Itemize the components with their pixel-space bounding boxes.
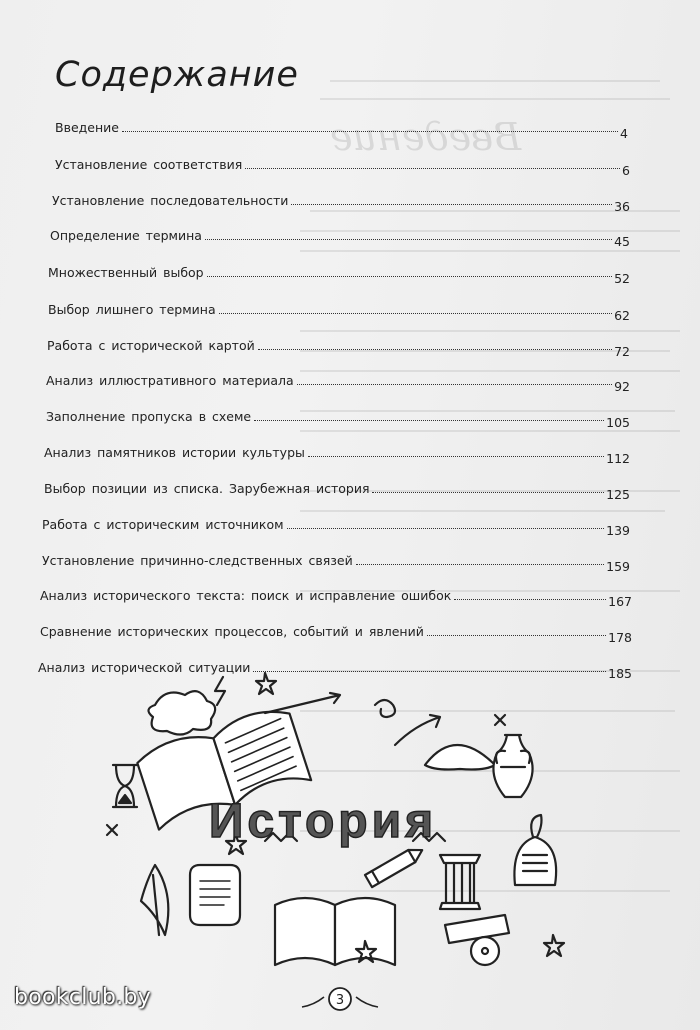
toc-entry-label: Установление причинно-следственных связей — [42, 553, 353, 568]
toc-entry — [42, 517, 630, 538]
knight-helmet-icon — [514, 815, 556, 885]
toc-leader-dots — [258, 349, 612, 350]
toc-entry-label: Заполнение пропуска в схеме — [46, 409, 252, 424]
illustration-title: История — [208, 795, 438, 848]
star-icon-4 — [544, 935, 564, 956]
hourglass-icon — [113, 765, 137, 807]
bicorne-hat-icon — [425, 745, 495, 770]
amphora-icon — [493, 735, 532, 797]
toc-entry-label: Работа с историческим источником — [42, 517, 284, 532]
book-bottom-icon — [275, 898, 395, 965]
toc-entry-label: Множественный выбор — [48, 265, 204, 280]
toc-entry-page: 52 — [614, 271, 630, 286]
toc-entry-page: 167 — [608, 594, 632, 609]
toc-entry-label: Выбор позиции из списка. Зарубежная история — [44, 481, 370, 496]
toc-leader-dots — [122, 131, 618, 132]
toc-entry-label: Работа с исторической картой — [47, 338, 255, 353]
toc-entry — [40, 588, 632, 609]
toc-leader-dots — [454, 599, 606, 600]
scroll-icon — [190, 865, 240, 925]
toc-entry — [55, 120, 628, 141]
toc-entry-label: Установление последовательности — [52, 193, 289, 208]
toc-entry-page: 125 — [606, 487, 630, 502]
toc-leader-dots — [205, 239, 612, 240]
toc-entry-label: Анализ памятников истории культуры — [44, 445, 305, 460]
history-doodle-illustration — [95, 665, 605, 995]
toc-entry-label: Анализ исторической ситуации — [38, 660, 251, 675]
page-number-text: 3 — [335, 993, 345, 1008]
swirl-icon — [375, 700, 395, 717]
toc-entry — [47, 338, 630, 359]
spear-icon — [265, 693, 340, 713]
toc-entry-page: 45 — [614, 234, 630, 249]
toc-entry — [48, 265, 630, 286]
arrow-icon — [395, 715, 440, 745]
toc-entry — [44, 481, 630, 502]
toc-entry-page: 178 — [608, 630, 632, 645]
toc-entry-label: Определение термина — [50, 228, 202, 243]
toc-entry-label: Анализ исторического текста: поиск и исправление ошибок — [40, 588, 452, 603]
toc-entry-page: 72 — [614, 344, 630, 359]
cross-icon-2 — [107, 825, 117, 835]
toc-entry — [55, 157, 630, 178]
cannon-icon — [445, 915, 509, 965]
toc-entry — [44, 445, 630, 466]
toc-entry — [50, 228, 630, 249]
toc-entry-page: 185 — [608, 666, 632, 681]
watermark: bookclub.by — [14, 985, 152, 1010]
bleed-through-heading: Введение — [330, 115, 522, 159]
toc-leader-dots — [356, 564, 604, 565]
toc-entry-label: Введение — [55, 120, 119, 135]
toc-leader-dots — [427, 635, 606, 636]
toc-entry-page: 159 — [606, 559, 630, 574]
toc-leader-dots — [308, 456, 604, 457]
toc-entry — [40, 624, 632, 645]
toc-entry-page: 4 — [620, 126, 628, 141]
toc-entry-page: 36 — [614, 199, 630, 214]
cross-icon — [495, 715, 505, 725]
feather-icon — [141, 865, 168, 935]
pencil-icon — [365, 844, 426, 887]
toc-entry-page: 139 — [606, 523, 630, 538]
toc-leader-dots — [245, 168, 620, 169]
toc-leader-dots — [219, 313, 612, 314]
toc-entry-page: 105 — [606, 415, 630, 430]
toc-entry-label: Анализ иллюстративного материала — [46, 373, 294, 388]
toc-entry-label: Сравнение исторических процессов, событий и явлений — [40, 624, 424, 639]
speech-bubble-icon — [148, 691, 215, 734]
toc-entry-page: 92 — [614, 379, 630, 394]
column-icon — [440, 855, 480, 909]
lightning-icon — [215, 677, 225, 705]
toc-entry — [42, 553, 630, 574]
toc-entry-label: Установление соответствия — [55, 157, 243, 172]
toc-leader-dots — [287, 528, 605, 529]
toc-entry-page: 6 — [622, 163, 630, 178]
toc-leader-dots — [297, 384, 612, 385]
toc-leader-dots — [207, 276, 612, 277]
toc-leader-dots — [372, 492, 604, 493]
toc-entry-page: 112 — [606, 451, 630, 466]
toc-leader-dots — [291, 204, 612, 205]
toc-entry — [48, 302, 630, 323]
toc-entry — [46, 409, 630, 430]
star-icon — [256, 673, 276, 694]
toc-entry — [46, 373, 630, 394]
page-number — [300, 985, 380, 1015]
toc-entry-label: Выбор лишнего термина — [48, 302, 216, 317]
toc-entry-page: 62 — [614, 308, 630, 323]
toc-leader-dots — [254, 420, 604, 421]
toc-entry — [52, 193, 630, 214]
contents-title: Содержание — [55, 55, 299, 95]
